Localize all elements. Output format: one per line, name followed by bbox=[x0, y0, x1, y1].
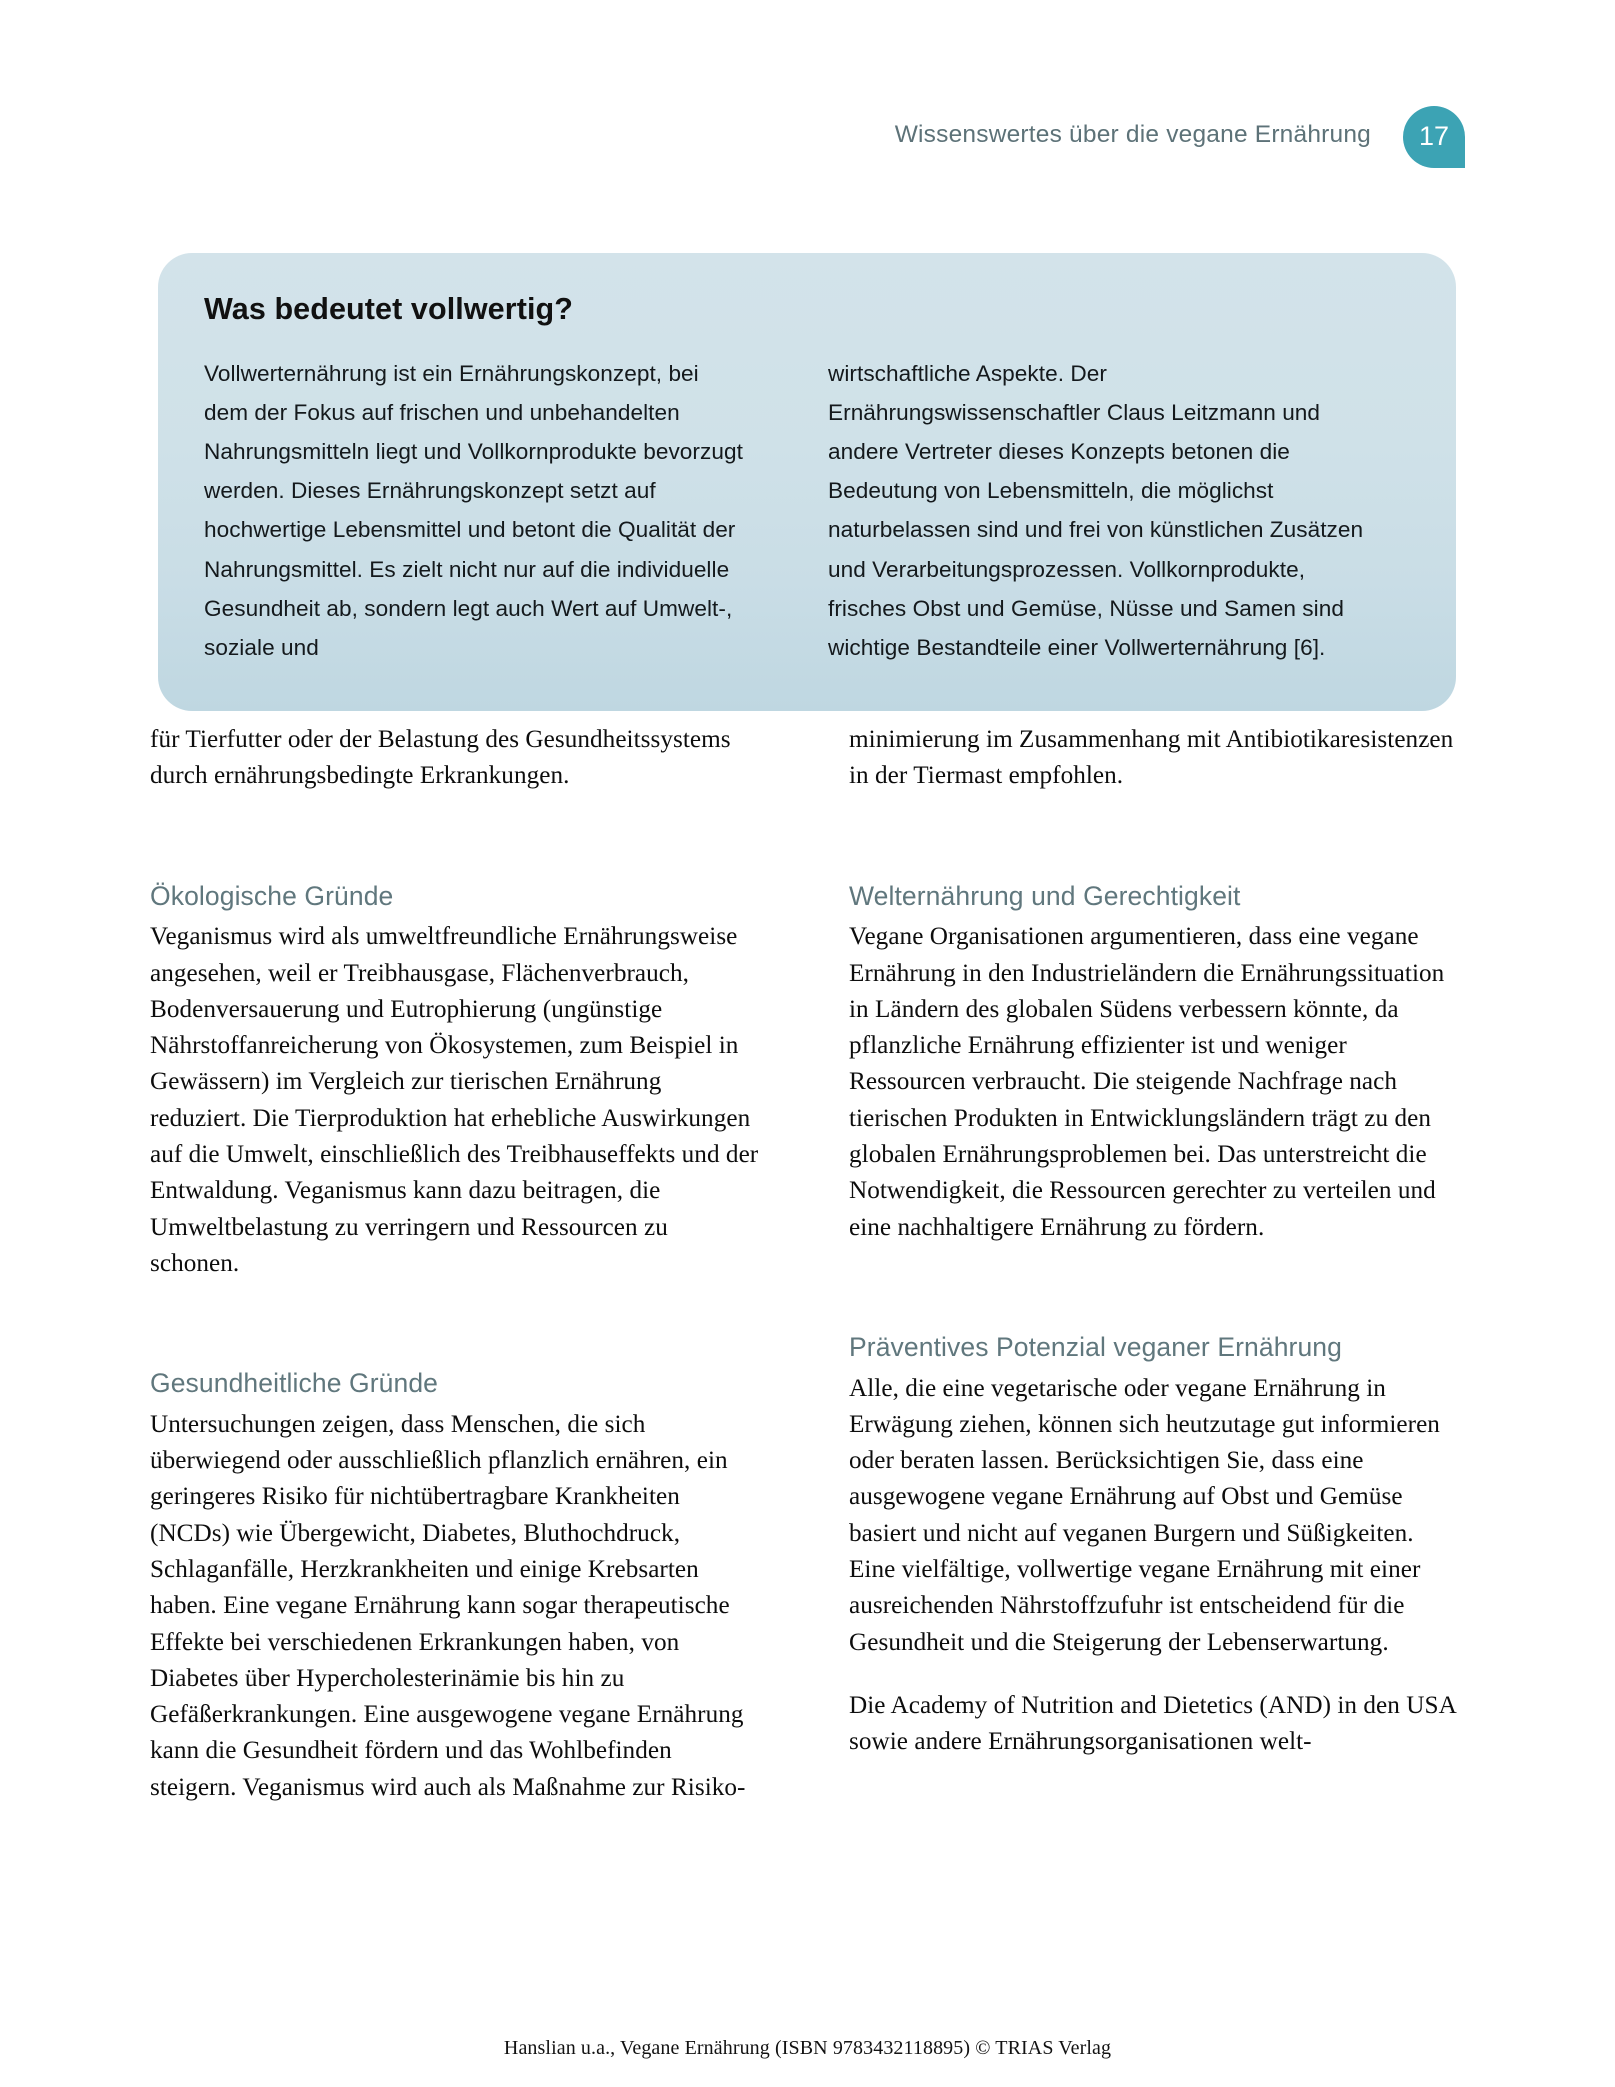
info-box-paragraph-left: Vollwerternährung ist ein Ernährungskonzept, bei dem der Fokus auf frischen und unbehandelten Nahrungsmitteln liegt und Vollkornprodukte bevorzugt werden. Dieses Ernährungskonzept setzt auf hochwertige Lebensmittel und betont die Qualität der Nahrungsmittel. Es zielt nicht nur auf die individuelle Gesundheit ab, sondern legt auch Wert auf Umwelt-, soziale und bbox=[204, 360, 743, 660]
section-heading: Präventives Potenzial veganer Ernährung bbox=[849, 1331, 1342, 1362]
section-oekologische-gruende bbox=[150, 879, 763, 1283]
section-heading: Ökologische Gründe bbox=[150, 880, 394, 911]
info-box-title: Was bedeutet vollwertig? bbox=[204, 292, 574, 326]
section-paragraph: Veganismus wird als umweltfreundliche Ernährungsweise angesehen, weil er Treibhausgase, Flächenverbrauch, Bodenversauerung und Eutrophierung (ungünstige Nährstoffanreicherung von Ökosystemen, zum Beispiel in Gewässern) im Vergleich zur tierischen Ernährung reduziert. Die Tierproduktion hat erhebliche Auswirkungen auf die Umwelt, einschließlich des Treibhauseffekts und der Entwaldung. Veganismus kann dazu beitragen, die Umweltbelastung zu verringern und Ressourcen zu schonen. bbox=[150, 923, 759, 1277]
right-intro-paragraph: minimierung im Zusammenhang mit Antibiotikaresistenzen in der Tiermast empfohlen. bbox=[849, 726, 1454, 790]
body-columns bbox=[150, 722, 1462, 1806]
page-number-label: 17 bbox=[1418, 120, 1450, 151]
info-box-columns bbox=[204, 354, 1410, 668]
section-heading: Welternährung und Gerechtigkeit bbox=[849, 880, 1241, 911]
section-heading: Gesundheitliche Gründe bbox=[150, 1368, 438, 1399]
info-box-paragraph-right: wirtschaftliche Aspekte. Der Ernährungswissenschaftler Claus Leitzmann und andere Vertreter dieses Konzepts betonen die Bedeutung von Lebensmitteln, die möglichst naturbelassen sind und frei von künstlichen Zusätzen und Verarbeitungsprozessen. Vollkornprodukte, frisches Obst und Gemüse, Nüsse und Samen sind wichtige Bestandteile einer Vollwerternährung [6]. bbox=[828, 360, 1364, 660]
section-praeventives-potenzial bbox=[849, 1330, 1462, 1761]
page-number-badge bbox=[1403, 106, 1465, 168]
footer-copyright: Hanslian u.a., Vegane Ernährung (ISBN 9783432118895) © TRIAS Verlag bbox=[503, 2037, 1112, 2059]
body-column-right bbox=[849, 722, 1462, 1806]
section-welternaehrung-und-gerechtigkeit bbox=[849, 879, 1462, 1246]
running-header bbox=[150, 105, 1465, 169]
section-paragraph: Untersuchungen zeigen, dass Menschen, die sich überwiegend oder ausschließlich pflanzlich ernähren, ein geringeres Risiko für nichtübertragbare Krankheiten (NCDs) wie Übergewicht, Diabetes, Bluthochdruck, Schlaganfälle, Herzkrankheiten und einige Krebsarten haben. Eine vegane Ernährung kann sogar therapeutische Effekte bei verschiedenen Erkrankungen haben, von Diabetes über Hypercholesterinämie bis hin zu Gefäßerkrankungen. Eine ausgewogene vegane Ernährung kann die Gesundheit fördern und das Wohlbefinden steigern. Veganismus wird auch als Maßnahme zur Risiko- bbox=[150, 1410, 746, 1801]
info-box bbox=[158, 253, 1456, 711]
section-paragraph-continued: Die Academy of Nutrition and Dietetics (AND) in den USA sowie andere Ernährungsorganisationen welt- bbox=[849, 1691, 1456, 1756]
info-box-column-left bbox=[204, 354, 749, 668]
section-paragraph: Alle, die eine vegetarische oder vegane Ernährung in Erwägung ziehen, können sich heutzutage gut informieren oder beraten lassen. Berücksichtigen Sie, dass eine ausgewogene vegane Ernährung auf Obst und Gemüse basiert und nicht auf veganen Burgern und Süßigkeiten. Eine vielfältige, vollwertige vegane Ernährung mit einer ausreichenden Nährstoffzufuhr ist entscheidend für die Gesundheit und die Steigerung der Lebenserwartung. bbox=[849, 1374, 1440, 1656]
section-paragraph: Vegane Organisationen argumentieren, dass eine vegane Ernährung in den Industrieländern die Ernährungssituation in Ländern des globalen Südens verbessern könnte, da pflanzliche Ernährung effizienter ist und weniger Ressourcen verbraucht. Die steigende Nachfrage nach tierischen Produkten in Entwicklungsländern trägt zu den globalen Ernährungsproblemen bei. Das unterstreicht die Notwendigkeit, die Ressourcen gerechter zu verteilen und eine nachhaltigere Ernährung zu fördern. bbox=[849, 923, 1445, 1241]
running-header-title: Wissenswertes über die vegane Ernährung bbox=[894, 121, 1371, 148]
body-column-left bbox=[150, 722, 763, 1806]
section-gesundheitliche-gruende bbox=[150, 1366, 763, 1806]
info-box-column-right bbox=[828, 354, 1373, 668]
left-intro-paragraph: für Tierfutter oder der Belastung des Gesundheitssystems durch ernährungsbedingte Erkrankungen. bbox=[150, 726, 731, 790]
